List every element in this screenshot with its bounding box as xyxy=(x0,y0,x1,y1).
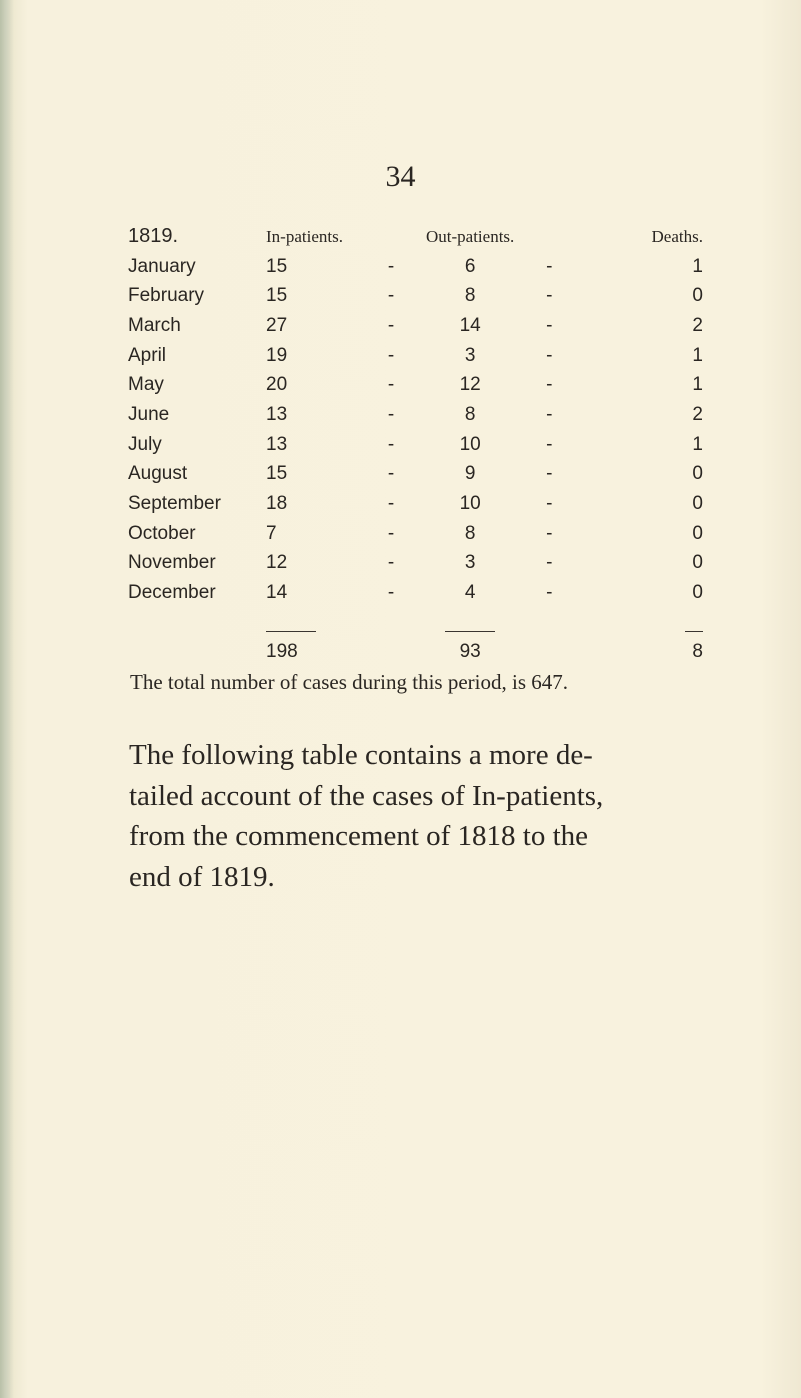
dash-separator: - xyxy=(387,314,395,336)
monthly-cases-table xyxy=(128,222,703,667)
dash-separator: - xyxy=(387,552,395,574)
table-row xyxy=(128,549,703,579)
paragraph-line: The following table contains a more de- xyxy=(129,739,593,771)
table-row xyxy=(128,252,703,282)
deaths-cell: 1 xyxy=(692,255,703,277)
dash-separator: - xyxy=(546,403,553,425)
out-patients-cell: 8 xyxy=(464,522,476,544)
dash-separator: - xyxy=(546,463,553,485)
month-cell: November xyxy=(128,552,216,574)
dash-separator: - xyxy=(546,552,553,574)
deaths-cell: 1 xyxy=(692,344,703,366)
out-patients-cell: 8 xyxy=(464,285,476,307)
table-row xyxy=(128,489,703,519)
out-patients-cell: 10 xyxy=(459,493,481,515)
month-cell: March xyxy=(128,314,181,336)
body-paragraph xyxy=(129,735,714,897)
in-patients-cell: 13 xyxy=(266,433,288,455)
deaths-cell: 0 xyxy=(692,463,703,485)
in-patients-cell: 20 xyxy=(266,374,288,396)
out-patients-cell: 4 xyxy=(464,582,476,604)
dash-separator: - xyxy=(546,285,553,307)
in-patients-cell: 15 xyxy=(266,255,288,277)
deaths-cell: 0 xyxy=(692,522,703,544)
table-row xyxy=(128,519,703,549)
dash-separator: - xyxy=(546,493,553,515)
in-patients-cell: 7 xyxy=(266,522,277,544)
out-patients-cell: 6 xyxy=(464,255,476,277)
dash-separator: - xyxy=(387,285,395,307)
header-year: 1819. xyxy=(128,225,179,248)
deaths-cell: 2 xyxy=(692,314,703,336)
dash-separator: - xyxy=(387,582,395,604)
table-row xyxy=(128,370,703,400)
month-cell: April xyxy=(128,344,167,366)
in-patients-cell: 13 xyxy=(266,403,288,425)
deaths-cell: 1 xyxy=(692,374,703,396)
dash-separator: - xyxy=(546,374,553,396)
table-body xyxy=(128,252,703,608)
total-out-patients: 93 xyxy=(459,641,481,663)
in-patients-cell: 18 xyxy=(266,493,288,515)
table-row xyxy=(128,341,703,371)
page-gutter-edge xyxy=(0,0,14,1398)
out-patients-cell: 10 xyxy=(459,433,481,455)
month-cell: December xyxy=(128,582,216,604)
deaths-cell: 0 xyxy=(692,582,703,604)
dash-separator: - xyxy=(546,522,553,544)
in-patients-cell: 15 xyxy=(266,285,288,307)
month-cell: September xyxy=(128,493,221,515)
total-deaths: 8 xyxy=(692,641,703,663)
table-header-row xyxy=(128,222,703,252)
dash-separator: - xyxy=(546,582,553,604)
deaths-cell: 1 xyxy=(692,433,703,455)
deaths-cell: 0 xyxy=(692,552,703,574)
totals-rule xyxy=(685,631,703,632)
page-number: 34 xyxy=(385,160,416,193)
total-cases-summary: The total number of cases during this period, is 647. xyxy=(130,670,568,694)
paragraph-line: from the commencement of 1818 to the xyxy=(129,820,589,852)
dash-separator: - xyxy=(546,314,553,336)
header-in-patients: In-patients. xyxy=(266,226,343,246)
dash-separator: - xyxy=(546,344,553,366)
paragraph-line: end of 1819. xyxy=(129,860,275,893)
header-out-patients: Out-patients. xyxy=(426,226,515,246)
out-patients-cell: 14 xyxy=(459,314,481,336)
table-row xyxy=(128,430,703,460)
totals-row xyxy=(128,638,703,668)
dash-separator: - xyxy=(387,255,395,277)
totals-rule xyxy=(445,631,495,632)
in-patients-cell: 12 xyxy=(266,552,288,574)
dash-separator: - xyxy=(387,522,395,544)
paragraph-line: tailed account of the cases of In-patients, xyxy=(129,779,604,812)
dash-separator: - xyxy=(387,463,395,485)
totals-rule-row xyxy=(128,608,703,638)
deaths-cell: 2 xyxy=(692,403,703,425)
out-patients-cell: 12 xyxy=(459,374,481,396)
dash-separator: - xyxy=(387,374,395,396)
out-patients-cell: 3 xyxy=(464,552,476,574)
table-row xyxy=(128,311,703,341)
month-cell: October xyxy=(128,522,196,544)
in-patients-cell: 14 xyxy=(266,582,288,604)
in-patients-cell: 27 xyxy=(266,314,288,336)
out-patients-cell: 3 xyxy=(464,344,476,366)
table-row xyxy=(128,578,703,608)
total-in-patients: 198 xyxy=(266,641,298,663)
dash-separator: - xyxy=(546,255,553,277)
in-patients-cell: 15 xyxy=(266,463,288,485)
deaths-cell: 0 xyxy=(692,285,703,307)
table-row xyxy=(128,400,703,430)
month-cell: February xyxy=(128,285,205,307)
dash-separator: - xyxy=(387,403,395,425)
deaths-cell: 0 xyxy=(692,493,703,515)
month-cell: July xyxy=(128,433,162,455)
dash-separator: - xyxy=(546,433,553,455)
dash-separator: - xyxy=(387,493,395,515)
month-cell: May xyxy=(128,374,164,396)
out-patients-cell: 8 xyxy=(464,403,476,425)
dash-separator: - xyxy=(387,433,395,455)
table-row xyxy=(128,281,703,311)
out-patients-cell: 9 xyxy=(464,463,476,485)
month-cell: August xyxy=(128,463,188,485)
month-cell: January xyxy=(128,255,196,277)
table-row xyxy=(128,460,703,490)
totals-rule xyxy=(266,631,316,632)
in-patients-cell: 19 xyxy=(266,344,288,366)
header-deaths: Deaths. xyxy=(651,226,703,246)
dash-separator: - xyxy=(387,344,395,366)
month-cell: June xyxy=(128,403,170,425)
